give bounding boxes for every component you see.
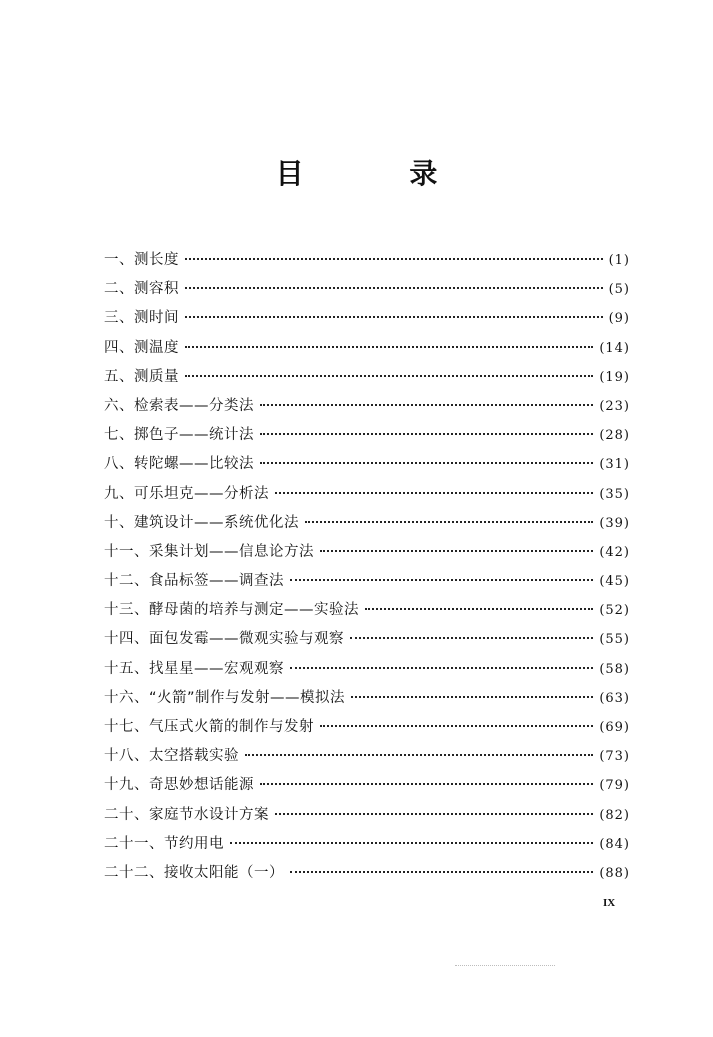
toc-entry [104,713,630,742]
toc-entry [104,655,630,684]
toc-entry-title: 十六、“火箭”制作与发射——模拟法 [104,689,346,706]
dot-leader [290,579,593,581]
toc-entry [104,859,630,888]
toc-entry [104,509,630,538]
dot-leader [185,316,603,318]
toc-entry-page: (84) [599,836,630,852]
dot-leader [185,287,603,289]
toc-entry-title: 十、建筑设计——系统优化法 [104,514,299,531]
toc-entry [104,246,630,275]
toc-entry-title: 四、测温度 [104,339,179,356]
toc-entry [104,684,630,713]
dot-leader [260,404,593,406]
dot-leader [290,667,593,669]
toc-entry-title: 十九、奇思妙想话能源 [104,777,254,794]
toc-entry-page: (52) [599,603,630,619]
toc-entry-page: (63) [599,690,630,706]
toc-entry-title: 十七、气压式火箭的制作与发射 [104,719,314,735]
dot-leader [290,871,593,873]
page-title: 目 录 [275,157,486,190]
dot-leader [320,725,593,727]
toc-entry [104,334,630,363]
toc-entry-title: 十四、面包发霉——微观实验与观察 [104,631,344,648]
toc-entry-page: (1) [608,253,630,268]
dot-leader [351,696,593,698]
toc-entry-page: (73) [599,749,630,765]
page-number: IX [603,897,616,909]
toc-entry-page: (19) [599,369,630,385]
dot-leader [185,258,603,260]
toc-entry [104,450,630,479]
scan-artifact [455,965,555,968]
dot-leader [275,492,593,494]
toc-entry-title: 十八、太空搭载实验 [104,748,239,765]
toc-entry-page: (28) [599,428,630,444]
dot-leader [185,375,593,377]
toc-entry-title: 九、可乐坦克——分析法 [104,485,269,502]
toc-entry [104,801,630,830]
toc-entry [104,421,630,450]
dot-leader [320,550,593,552]
toc-entry-title: 十三、酵母菌的培养与测定——实验法 [104,602,359,619]
toc-entry-page: (88) [599,865,630,881]
toc-entry-page: (5) [608,282,630,298]
toc-entry [104,742,630,771]
table-of-contents [104,246,630,888]
toc-entry [104,625,630,654]
toc-entry-page: (45) [599,574,630,590]
dot-leader [275,813,593,815]
dot-leader [305,521,593,523]
toc-entry-title: 六、检索表——分类法 [104,397,254,414]
toc-entry [104,275,630,304]
toc-entry-page: (14) [599,340,630,356]
toc-entry-page: (35) [599,486,630,502]
toc-entry-page: (58) [599,661,630,677]
toc-entry [104,392,630,421]
toc-entry-page: (31) [599,457,630,473]
toc-entry-page: (55) [599,632,630,648]
toc-entry-title: 五、测质量 [104,368,179,385]
toc-entry-page: (42) [599,544,630,560]
toc-entry-page: (82) [599,807,630,823]
toc-entry-title: 二十二、接收太阳能（一） [104,864,284,881]
toc-entry [104,538,630,567]
toc-entry [104,567,630,596]
dot-leader [365,608,593,610]
dot-leader [245,754,593,756]
toc-entry-title: 二十一、节约用电 [104,835,224,852]
toc-entry [104,480,630,509]
toc-entry-page: (79) [599,778,630,794]
toc-entry-title: 七、掷色子——统计法 [104,427,254,444]
toc-entry-page: (69) [599,720,630,735]
toc-entry-page: (23) [599,398,630,414]
dot-leader [230,842,593,844]
toc-entry-title: 十五、找星星——宏观观察 [104,660,284,677]
toc-entry-page: (39) [599,515,630,531]
toc-entry-title: 十一、采集计划——信息论方法 [104,543,314,560]
toc-entry-title: 二、测容积 [104,281,179,298]
toc-entry-title: 三、测时间 [104,310,179,327]
dot-leader [350,637,593,639]
toc-entry-title: 八、转陀螺——比较法 [104,456,254,473]
toc-entry [104,304,630,333]
toc-entry-title: 一、测长度 [104,252,179,268]
toc-entry [104,596,630,625]
toc-entry-title: 二十、家庭节水设计方案 [104,806,269,823]
toc-entry [104,363,630,392]
dot-leader [185,346,593,348]
dot-leader [260,462,593,464]
toc-entry [104,830,630,859]
toc-entry-title: 十二、食品标签——调查法 [104,573,284,590]
toc-entry [104,771,630,800]
toc-entry-page: (9) [608,311,630,327]
dot-leader [260,433,593,435]
dot-leader [260,783,593,785]
